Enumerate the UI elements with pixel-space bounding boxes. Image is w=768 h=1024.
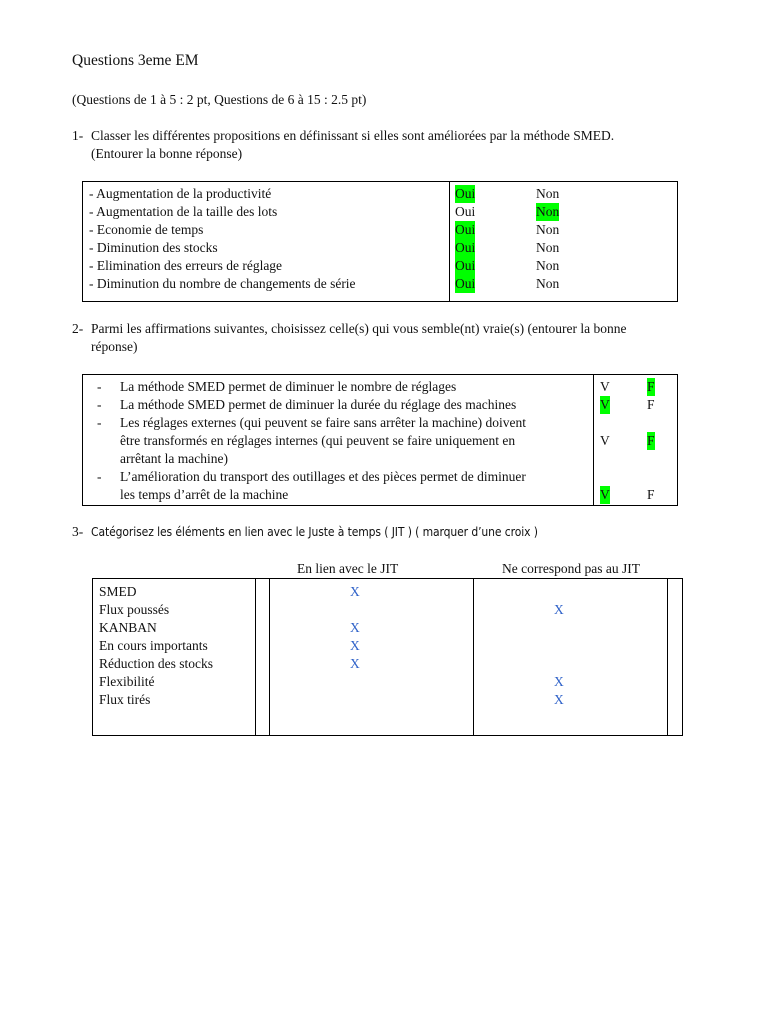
q3-col-header-not-jit: Ne correspond pas au JIT (502, 561, 640, 576)
q3-divider (255, 579, 256, 735)
q3-table (92, 578, 683, 736)
q3-row-label: KANBAN (99, 620, 157, 635)
q2-f-option[interactable]: F (647, 379, 655, 394)
q2-bullet: - (97, 415, 102, 430)
q2-f-option[interactable]: F (647, 397, 655, 412)
q2-statement: L’amélioration du transport des outillages et des pièces permet de diminuer (120, 469, 526, 484)
q3-row-label: SMED (99, 584, 137, 599)
q1-number: 1- (72, 128, 84, 143)
q3-row-label: Flux poussés (99, 602, 170, 617)
q2-bullet: - (97, 397, 102, 412)
q1-non-option[interactable]: Non (536, 204, 560, 219)
q1-row-label: - Economie de temps (89, 222, 204, 237)
q3-divider (473, 579, 474, 735)
q1-oui-option[interactable]: Oui (455, 240, 476, 255)
q3-divider (667, 579, 668, 735)
q1-row-label: - Diminution des stocks (89, 240, 218, 255)
q1-row-label: - Elimination des erreurs de réglage (89, 258, 283, 273)
q3-mark-jit[interactable]: X (350, 620, 360, 635)
q2-v-option[interactable]: V (600, 487, 610, 502)
q3-mark-not-jit[interactable]: X (554, 692, 564, 707)
q3-row-label: En cours importants (99, 638, 208, 653)
q1-non-option[interactable]: Non (536, 222, 560, 237)
scoring-note: (Questions de 1 à 5 : 2 pt, Questions de 6 à 15 : 2.5 pt) (72, 92, 367, 107)
q1-oui-option[interactable]: Oui (455, 258, 476, 273)
q3-mark-jit[interactable]: X (350, 656, 360, 671)
q1-non-option[interactable]: Non (536, 186, 560, 201)
q1-oui-option[interactable]: Oui (455, 222, 476, 237)
q2-f-option[interactable]: F (647, 487, 655, 502)
page-title: Questions 3eme EM (72, 52, 199, 69)
q3-divider (269, 579, 270, 735)
q1-non-option[interactable]: Non (536, 258, 560, 273)
q3-row-label: Flexibilité (99, 674, 155, 689)
q1-oui-option[interactable]: Oui (455, 204, 476, 219)
q2-statement: La méthode SMED permet de diminuer la durée du réglage des machines (120, 397, 517, 412)
q2-statement-cont: être transformés en réglages internes (qui peuvent se faire uniquement en (120, 433, 516, 448)
q2-v-option[interactable]: V (600, 379, 610, 394)
q2-statement: Les réglages externes (qui peuvent se faire sans arrêter la machine) doivent (120, 415, 526, 430)
q2-f-option[interactable]: F (647, 433, 655, 448)
q3-mark-jit[interactable]: X (350, 584, 360, 599)
q1-text-line1: Classer les différentes propositions en définissant si elles sont améliorées par la méthode SMED. (91, 128, 615, 143)
q2-bullet: - (97, 469, 102, 484)
q2-statement: La méthode SMED permet de diminuer le nombre de réglages (120, 379, 457, 394)
q3-col-header-jit: En lien avec le JIT (297, 561, 399, 576)
q2-statement-cont: les temps d’arrêt de la machine (120, 487, 289, 502)
q1-table (82, 181, 678, 302)
q3-text: Catégorisez les éléments en lien avec le Juste à temps ( JIT ) ( marquer d’une croix ) (91, 525, 538, 539)
q1-non-option[interactable]: Non (536, 240, 560, 255)
q1-row-label: - Augmentation de la productivité (89, 186, 272, 201)
q3-mark-not-jit[interactable]: X (554, 674, 564, 689)
q2-statement-cont: arrêtant la machine) (120, 451, 228, 466)
q1-oui-option[interactable]: Oui (455, 276, 476, 291)
q1-non-option[interactable]: Non (536, 276, 560, 291)
q2-bullet: - (97, 379, 102, 394)
q1-row-label: - Diminution du nombre de changements de série (89, 276, 356, 291)
q2-number: 2- (72, 321, 84, 336)
q3-row-label: Flux tirés (99, 692, 151, 707)
q2-column-divider (593, 375, 594, 505)
q1-column-divider (449, 182, 450, 301)
q1-oui-option[interactable]: Oui (455, 186, 476, 201)
q2-text-line2: réponse) (91, 339, 138, 354)
q2-text-line1: Parmi les affirmations suivantes, choisissez celle(s) qui vous semble(nt) vraie(s) (entourer la bonne (91, 321, 627, 336)
q3-mark-jit[interactable]: X (350, 638, 360, 653)
q3-mark-not-jit[interactable]: X (554, 602, 564, 617)
q1-row-label: - Augmentation de la taille des lots (89, 204, 278, 219)
q3-number: 3- (72, 524, 84, 539)
q1-text-line2: (Entourer la bonne réponse) (91, 146, 243, 161)
q2-v-option[interactable]: V (600, 397, 610, 412)
q2-v-option[interactable]: V (600, 433, 610, 448)
q3-row-label: Réduction des stocks (99, 656, 213, 671)
q2-table (82, 374, 678, 506)
